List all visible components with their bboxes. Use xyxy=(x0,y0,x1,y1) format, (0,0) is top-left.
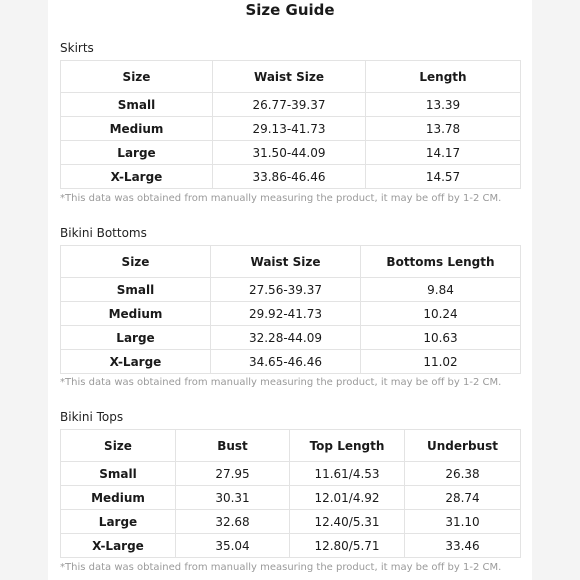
size-cell: Small xyxy=(61,462,176,486)
size-cell: Medium xyxy=(61,117,213,141)
table-cell: 27.95 xyxy=(176,462,290,486)
table-cell: 31.10 xyxy=(405,510,521,534)
table-row xyxy=(61,93,521,117)
table-cell: 26.77-39.37 xyxy=(213,93,366,117)
column-header: Size xyxy=(61,246,211,278)
column-header: Size xyxy=(61,61,213,93)
table-cell: 32.28-44.09 xyxy=(211,326,361,350)
size-cell: Medium xyxy=(61,486,176,510)
column-header: Bust xyxy=(176,430,290,462)
page-title: Size Guide xyxy=(245,1,335,19)
table-cell: 10.24 xyxy=(361,302,521,326)
size-cell: Large xyxy=(61,141,213,165)
table-cell: 29.13-41.73 xyxy=(213,117,366,141)
table-cell: 26.38 xyxy=(405,462,521,486)
table-header-row xyxy=(61,61,521,93)
table-row xyxy=(61,510,521,534)
table-cell: 32.68 xyxy=(176,510,290,534)
table-row xyxy=(61,326,521,350)
size-cell: Small xyxy=(61,93,213,117)
section-title-skirts: Skirts xyxy=(60,41,94,55)
measurement-note: *This data was obtained from manually measuring the product, it may be off by 1-2 CM. xyxy=(60,562,502,573)
bikini-tops-table xyxy=(60,429,521,558)
column-header: Bottoms Length xyxy=(361,246,521,278)
table-row xyxy=(61,534,521,558)
size-cell: Medium xyxy=(61,302,211,326)
column-header: Underbust xyxy=(405,430,521,462)
size-cell: X-Large xyxy=(61,165,213,189)
measurement-note: *This data was obtained from manually measuring the product, it may be off by 1-2 CM. xyxy=(60,193,502,204)
size-cell: Large xyxy=(61,326,211,350)
table-cell: 12.01/4.92 xyxy=(290,486,405,510)
table-cell: 35.04 xyxy=(176,534,290,558)
column-header: Size xyxy=(61,430,176,462)
table-cell: 27.56-39.37 xyxy=(211,278,361,302)
table-row xyxy=(61,278,521,302)
table-cell: 10.63 xyxy=(361,326,521,350)
section-title-bikini-tops: Bikini Tops xyxy=(60,410,124,424)
table-cell: 33.86-46.46 xyxy=(213,165,366,189)
table-cell: 29.92-41.73 xyxy=(211,302,361,326)
table-cell: 13.78 xyxy=(366,117,521,141)
table-cell: 30.31 xyxy=(176,486,290,510)
measurement-note: *This data was obtained from manually measuring the product, it may be off by 1-2 CM. xyxy=(60,377,502,388)
bikini-bottoms-table xyxy=(60,245,521,374)
table-row xyxy=(61,462,521,486)
table-cell: 14.17 xyxy=(366,141,521,165)
column-header: Waist Size xyxy=(211,246,361,278)
table-row xyxy=(61,141,521,165)
table-cell: 28.74 xyxy=(405,486,521,510)
column-header: Length xyxy=(366,61,521,93)
table-cell: 13.39 xyxy=(366,93,521,117)
size-cell: X-Large xyxy=(61,534,176,558)
size-cell: Small xyxy=(61,278,211,302)
table-cell: 11.61/4.53 xyxy=(290,462,405,486)
size-cell: X-Large xyxy=(61,350,211,374)
table-row xyxy=(61,117,521,141)
size-cell: Large xyxy=(61,510,176,534)
table-cell: 33.46 xyxy=(405,534,521,558)
table-row xyxy=(61,486,521,510)
table-cell: 34.65-46.46 xyxy=(211,350,361,374)
table-cell: 12.80/5.71 xyxy=(290,534,405,558)
table-row xyxy=(61,302,521,326)
table-header-row xyxy=(61,430,521,462)
table-cell: 12.40/5.31 xyxy=(290,510,405,534)
table-row xyxy=(61,350,521,374)
section-title-bikini-bottoms: Bikini Bottoms xyxy=(60,226,147,240)
table-cell: 11.02 xyxy=(361,350,521,374)
table-row xyxy=(61,165,521,189)
column-header: Waist Size xyxy=(213,61,366,93)
size-guide-page xyxy=(48,0,532,580)
table-header-row xyxy=(61,246,521,278)
table-cell: 9.84 xyxy=(361,278,521,302)
skirts-table xyxy=(60,60,521,189)
column-header: Top Length xyxy=(290,430,405,462)
table-cell: 31.50-44.09 xyxy=(213,141,366,165)
table-cell: 14.57 xyxy=(366,165,521,189)
